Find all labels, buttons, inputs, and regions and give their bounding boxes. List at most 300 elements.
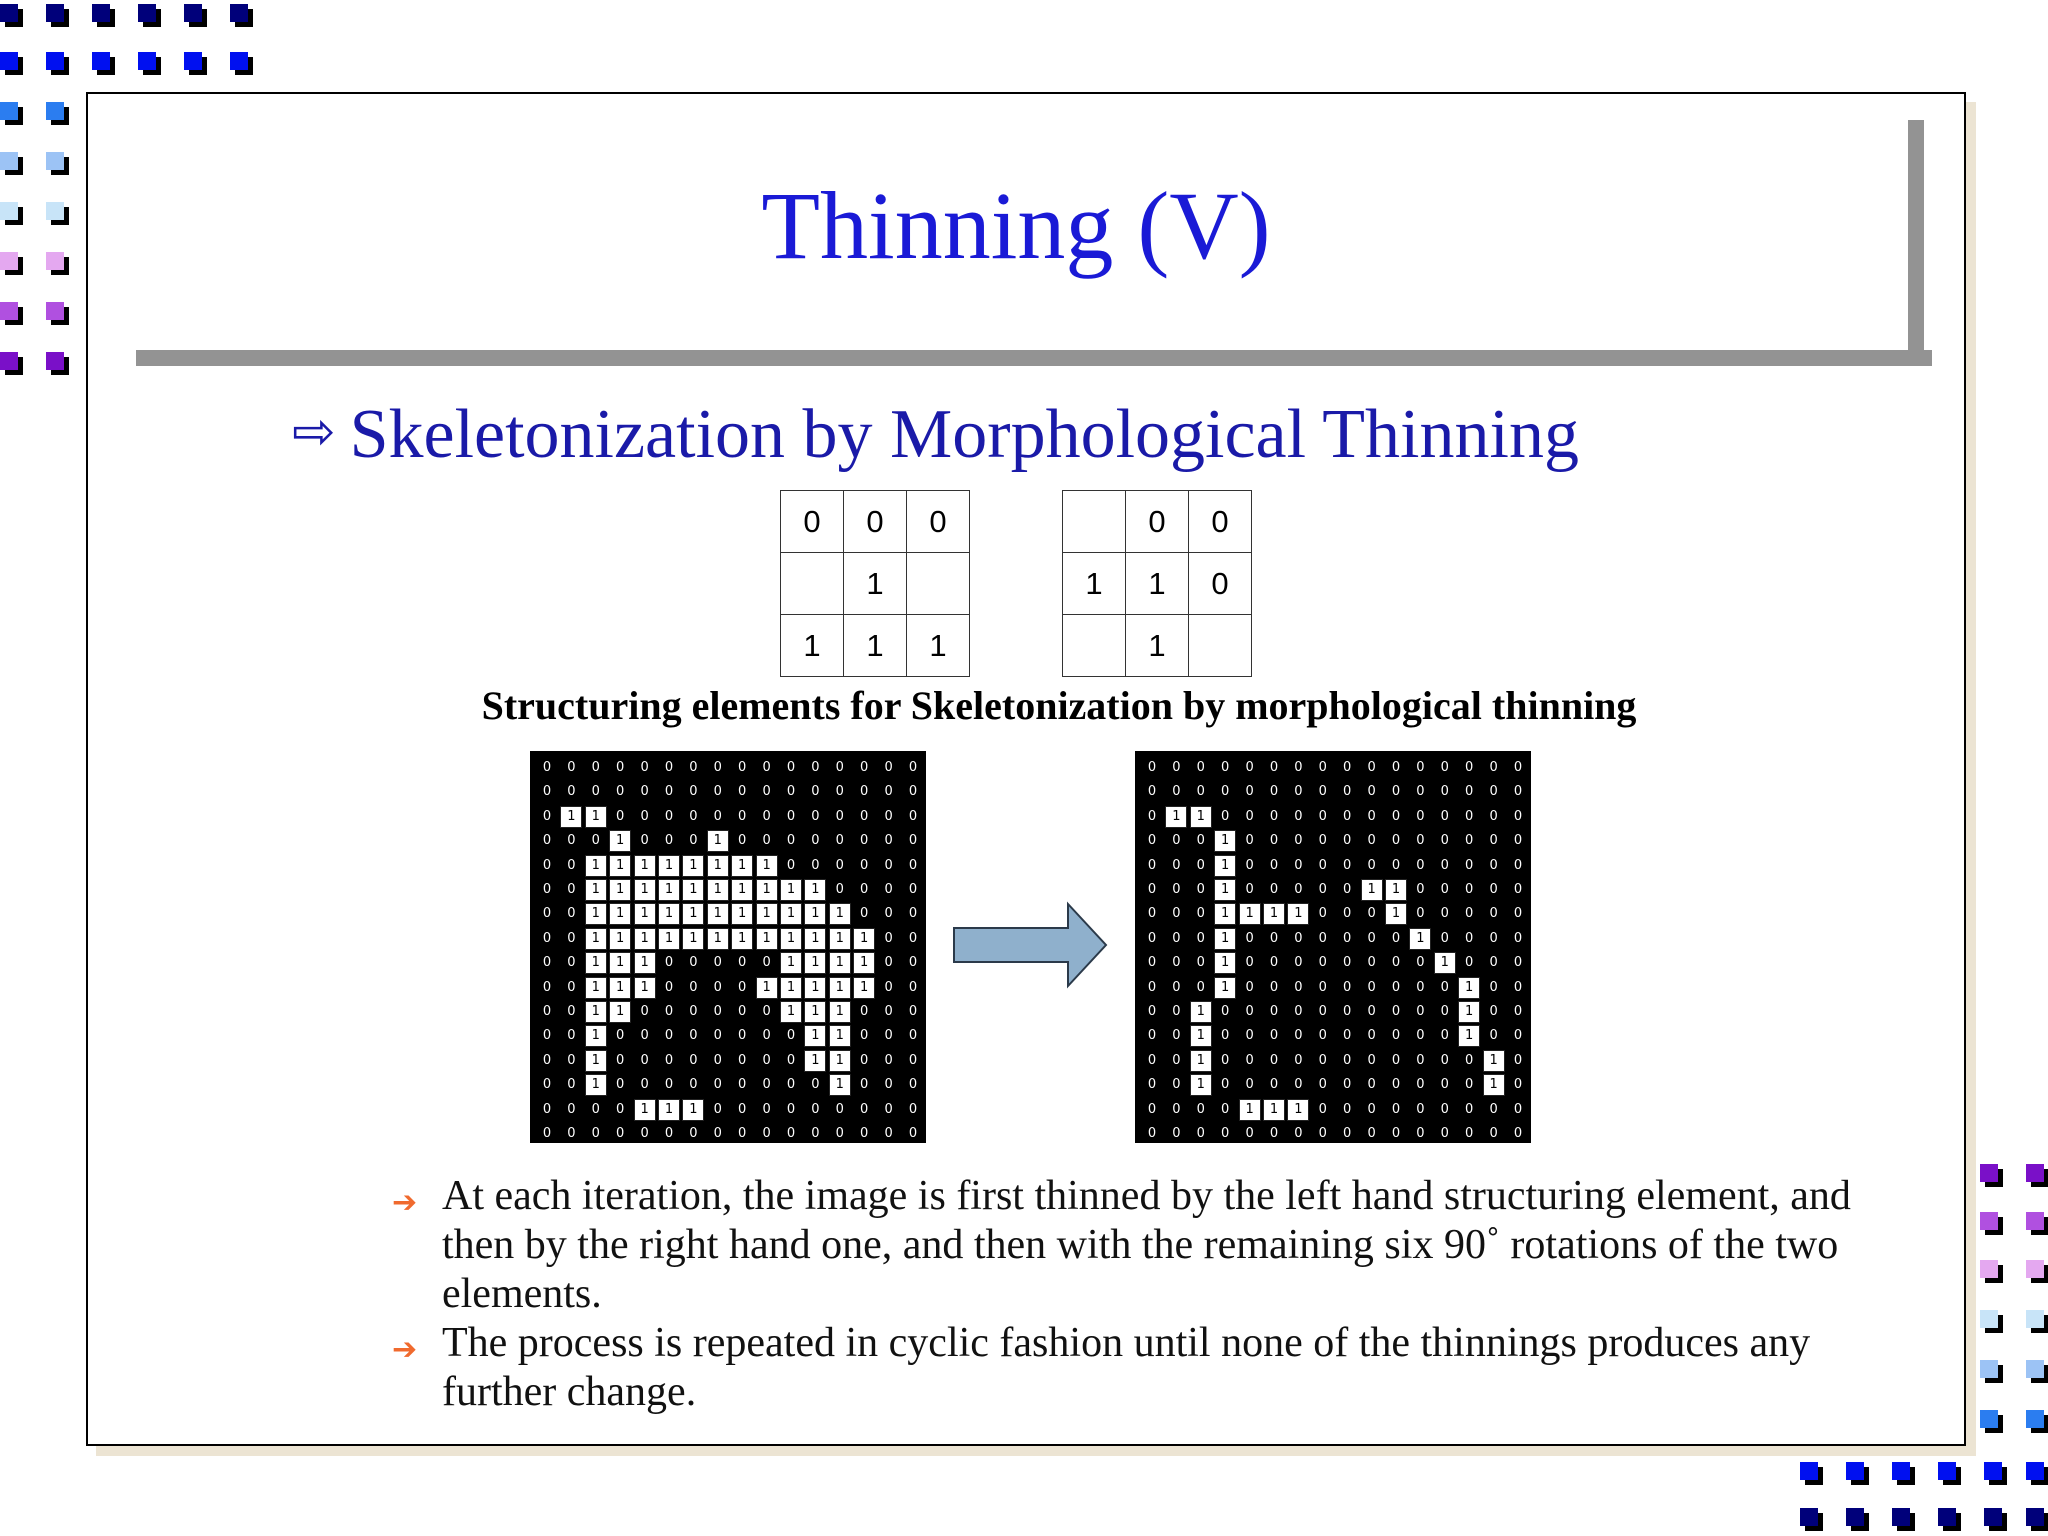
- pixel-zero: 0: [1416, 1004, 1425, 1019]
- pixel-zero: 0: [689, 833, 698, 849]
- pixel-zero: 0: [1367, 760, 1376, 775]
- pixel-one: 1: [609, 879, 631, 901]
- pixel-zero: 0: [1147, 784, 1157, 800]
- se-cell: 1: [781, 615, 844, 677]
- pixel-zero: 0: [1221, 1004, 1230, 1019]
- pixel-zero: 0: [640, 1126, 649, 1141]
- pixel-zero: 0: [1489, 930, 1498, 946]
- pixel-zero: 0: [860, 1028, 869, 1044]
- right-arrow-icon: [950, 900, 1112, 990]
- pixel-zero: 0: [689, 1004, 698, 1019]
- pixel-zero: 0: [860, 760, 869, 775]
- pixel-one: 1: [829, 977, 851, 999]
- pixel-zero: 0: [640, 760, 649, 775]
- pixel-zero: 0: [1245, 882, 1254, 897]
- pixel-zero: 0: [738, 1004, 747, 1019]
- pixel-zero: 0: [1489, 760, 1498, 775]
- pixel-one: 1: [731, 879, 753, 901]
- pixel-zero: 0: [1489, 882, 1498, 897]
- pixel-zero: 0: [1343, 857, 1352, 873]
- se-cell: [1063, 491, 1126, 553]
- pixel-zero: 0: [786, 808, 796, 824]
- pixel-one: 1: [634, 928, 656, 950]
- pixel-zero: 0: [1416, 784, 1425, 800]
- pixel-zero: 0: [1416, 857, 1425, 873]
- pixel-zero: 0: [591, 1126, 600, 1141]
- pixel-zero: 0: [1294, 1052, 1303, 1068]
- pixel-zero: 0: [542, 1101, 552, 1117]
- pixel-zero: 0: [1147, 882, 1157, 897]
- pixel-zero: 0: [1465, 930, 1474, 946]
- pixel-zero: 0: [1294, 882, 1303, 897]
- pixel-zero: 0: [1391, 1101, 1401, 1117]
- pixel-one: 1: [707, 830, 729, 852]
- pixel-zero: 0: [1343, 1028, 1352, 1044]
- pixel-zero: 0: [713, 955, 722, 971]
- pixel-zero: 0: [1465, 760, 1474, 775]
- pixel-zero: 0: [762, 1052, 771, 1068]
- pixel-zero: 0: [1172, 955, 1181, 971]
- pixel-one: 1: [707, 903, 729, 925]
- pixel-zero: 0: [689, 1028, 698, 1044]
- pixel-zero: 0: [664, 760, 674, 775]
- structuring-elements-caption: Structuring elements for Skeletonization by morphological thinning: [481, 683, 1637, 728]
- pixel-one: 1: [634, 1099, 656, 1121]
- pixel-zero: 0: [811, 1077, 820, 1093]
- se-cell: 1: [1126, 615, 1189, 677]
- se-cell: 0: [907, 491, 970, 553]
- pixel-one: 1: [634, 855, 656, 877]
- pixel-zero: 0: [1196, 906, 1205, 922]
- pixel-zero: 0: [1391, 760, 1401, 775]
- pixel-zero: 0: [1416, 1052, 1425, 1068]
- se-cell: 1: [844, 615, 907, 677]
- pixel-zero: 0: [1343, 1052, 1352, 1068]
- pixel-zero: 0: [567, 784, 576, 800]
- se-row: [781, 615, 970, 677]
- pixel-zero: 0: [762, 955, 771, 971]
- pixel-zero: 0: [689, 808, 698, 824]
- pixel-zero: 0: [1221, 1077, 1230, 1093]
- pixel-zero: 0: [1245, 808, 1254, 824]
- pixel-zero: 0: [1294, 784, 1303, 800]
- pixel-zero: 0: [762, 1028, 771, 1044]
- pixel-zero: 0: [762, 1077, 771, 1093]
- pixel-zero: 0: [542, 955, 552, 971]
- pixel-zero: 0: [1172, 930, 1181, 946]
- pixel-zero: 0: [908, 1077, 918, 1093]
- pixel-zero: 0: [1367, 1052, 1376, 1068]
- se-row: [1063, 615, 1252, 677]
- pixel-zero: 0: [1513, 784, 1523, 800]
- pixel-zero: 0: [664, 1126, 674, 1141]
- pixel-one: 1: [1190, 1050, 1212, 1072]
- se-cell: 0: [1189, 491, 1252, 553]
- pixel-zero: 0: [1343, 1077, 1352, 1093]
- pixel-zero: 0: [1172, 882, 1181, 897]
- structuring-element-left: [780, 490, 970, 677]
- pixel-zero: 0: [1147, 1028, 1157, 1044]
- pixel-zero: 0: [762, 760, 771, 775]
- pixel-zero: 0: [1367, 979, 1376, 995]
- pixel-one: 1: [804, 952, 826, 974]
- hollow-right-arrow-icon: ⇨: [292, 402, 336, 462]
- pixel-zero: 0: [1294, 1126, 1303, 1141]
- pixel-zero: 0: [1147, 906, 1157, 922]
- pixel-zero: 0: [664, 1077, 674, 1093]
- pixel-zero: 0: [542, 833, 552, 849]
- pixel-one: 1: [609, 855, 631, 877]
- pixel-zero: 0: [908, 808, 918, 824]
- pixel-zero: 0: [1416, 906, 1425, 922]
- pixel-zero: 0: [860, 808, 869, 824]
- pixel-zero: 0: [1367, 1004, 1376, 1019]
- pixel-zero: 0: [738, 1077, 747, 1093]
- pixel-one: 1: [780, 977, 802, 999]
- pixel-zero: 0: [1343, 882, 1352, 897]
- pixel-zero: 0: [762, 833, 771, 849]
- pixel-zero: 0: [713, 1004, 722, 1019]
- pixel-one: 1: [658, 903, 680, 925]
- pixel-zero: 0: [689, 1126, 698, 1141]
- pixel-zero: 0: [567, 930, 576, 946]
- pixel-zero: 0: [1294, 1077, 1303, 1093]
- pixel-one: 1: [829, 1074, 851, 1096]
- pixel-zero: 0: [1196, 882, 1205, 897]
- orange-arrow-bullet-icon: ➔: [392, 1185, 418, 1220]
- pixel-one: 1: [829, 928, 851, 950]
- pixel-zero: 0: [567, 1028, 576, 1044]
- pixel-zero: 0: [1367, 1077, 1376, 1093]
- pixel-zero: 0: [811, 760, 820, 775]
- pixel-zero: 0: [1367, 808, 1376, 824]
- pixel-one: 1: [609, 903, 631, 925]
- pixel-zero: 0: [884, 1052, 893, 1068]
- pixel-zero: 0: [1172, 1101, 1181, 1117]
- pixel-zero: 0: [1343, 906, 1352, 922]
- pixel-zero: 0: [1172, 906, 1181, 922]
- pixel-zero: 0: [884, 760, 893, 775]
- pixel-zero: 0: [1221, 784, 1230, 800]
- pixel-zero: 0: [1147, 808, 1157, 824]
- pixel-one: 1: [804, 1050, 826, 1072]
- pixel-zero: 0: [1269, 784, 1279, 800]
- pixel-zero: 0: [591, 784, 600, 800]
- pixel-zero: 0: [616, 1101, 625, 1117]
- structuring-element-right: [1062, 490, 1252, 677]
- bullet-text: The process is repeated in cyclic fashion until none of the thinnings produces any further change.: [442, 1320, 1811, 1415]
- pixel-zero: 0: [1440, 1126, 1449, 1141]
- pixel-zero: 0: [664, 1052, 674, 1068]
- pixel-zero: 0: [908, 760, 918, 775]
- pixel-zero: 0: [1513, 882, 1523, 897]
- pixel-zero: 0: [1416, 833, 1425, 849]
- pixel-one: 1: [707, 928, 729, 950]
- pixel-zero: 0: [1318, 1004, 1327, 1019]
- pixel-zero: 0: [1147, 1126, 1157, 1141]
- se-cell: 0: [844, 491, 907, 553]
- pixel-zero: 0: [1269, 955, 1279, 971]
- orange-arrow-bullet-icon: ➔: [392, 1332, 418, 1367]
- pixel-zero: 0: [1513, 979, 1523, 995]
- pixel-one: 1: [756, 977, 778, 999]
- pixel-zero: 0: [1172, 760, 1181, 775]
- pixel-zero: 0: [1489, 784, 1498, 800]
- pixel-zero: 0: [1489, 1126, 1498, 1141]
- pixel-zero: 0: [616, 1052, 625, 1068]
- pixel-zero: 0: [1172, 1028, 1181, 1044]
- se-cell: [781, 553, 844, 615]
- pixel-zero: 0: [1343, 979, 1352, 995]
- pixel-zero: 0: [1343, 955, 1352, 971]
- pixel-zero: 0: [1489, 979, 1498, 995]
- pixel-zero: 0: [640, 1004, 649, 1019]
- pixel-zero: 0: [1269, 1052, 1279, 1068]
- pixel-zero: 0: [1269, 808, 1279, 824]
- pixel-zero: 0: [835, 833, 844, 849]
- pixel-one: 1: [1361, 879, 1383, 901]
- pixel-zero: 0: [738, 760, 747, 775]
- binary-image-before: [530, 751, 926, 1143]
- pixel-one: 1: [780, 1001, 802, 1023]
- pixel-zero: 0: [908, 1126, 918, 1141]
- pixel-zero: 0: [1245, 955, 1254, 971]
- pixel-zero: 0: [1416, 760, 1425, 775]
- pixel-zero: 0: [1367, 784, 1376, 800]
- pixel-one: 1: [585, 903, 607, 925]
- pixel-zero: 0: [811, 857, 820, 873]
- pixel-zero: 0: [1196, 1126, 1205, 1141]
- pixel-zero: 0: [1245, 1052, 1254, 1068]
- pixel-one: 1: [1458, 1025, 1480, 1047]
- pixel-zero: 0: [1440, 1028, 1449, 1044]
- pixel-one: 1: [1458, 1001, 1480, 1023]
- pixel-zero: 0: [542, 1077, 552, 1093]
- pixel-zero: 0: [542, 882, 552, 897]
- pixel-zero: 0: [664, 1004, 674, 1019]
- pixel-zero: 0: [713, 1077, 722, 1093]
- pixel-zero: 0: [689, 784, 698, 800]
- pixel-zero: 0: [1245, 1028, 1254, 1044]
- pixel-zero: 0: [1196, 979, 1205, 995]
- pixel-zero: 0: [1489, 833, 1498, 849]
- subtitle: [292, 396, 1579, 473]
- pixel-one: 1: [634, 977, 656, 999]
- pixel-zero: 0: [738, 1101, 747, 1117]
- pixel-one: 1: [585, 928, 607, 950]
- pixel-zero: 0: [1147, 1004, 1157, 1019]
- pixel-zero: 0: [860, 833, 869, 849]
- pixel-one: 1: [780, 928, 802, 950]
- pixel-zero: 0: [1221, 1052, 1230, 1068]
- pixel-zero: 0: [1172, 1077, 1181, 1093]
- pixel-zero: 0: [1343, 1126, 1352, 1141]
- pixel-zero: 0: [738, 833, 747, 849]
- pixel-zero: 0: [664, 979, 674, 995]
- pixel-zero: 0: [1513, 906, 1523, 922]
- pixel-zero: 0: [1513, 760, 1523, 775]
- pixel-zero: 0: [1221, 760, 1230, 775]
- se-cell: [1063, 615, 1126, 677]
- pixel-zero: 0: [908, 1028, 918, 1044]
- pixel-zero: 0: [1318, 833, 1327, 849]
- pixel-zero: 0: [1440, 930, 1449, 946]
- pixel-zero: 0: [1440, 1052, 1449, 1068]
- pixel-zero: 0: [1221, 808, 1230, 824]
- pixel-one: 1: [780, 903, 802, 925]
- pixel-zero: 0: [762, 1126, 771, 1141]
- pixel-zero: 0: [786, 1101, 796, 1117]
- pixel-zero: 0: [1147, 833, 1157, 849]
- pixel-zero: 0: [713, 1052, 722, 1068]
- pixel-zero: 0: [908, 1004, 918, 1019]
- se-row: [1063, 553, 1252, 615]
- pixel-zero: 0: [835, 1101, 844, 1117]
- pixel-zero: 0: [1294, 930, 1303, 946]
- pixel-zero: 0: [1318, 1028, 1327, 1044]
- pixel-zero: 0: [1367, 906, 1376, 922]
- pixel-zero: 0: [713, 1126, 722, 1141]
- pixel-zero: 0: [1391, 1052, 1401, 1068]
- pixel-one: 1: [634, 903, 656, 925]
- pixel-zero: 0: [664, 784, 674, 800]
- pixel-zero: 0: [786, 1028, 796, 1044]
- pixel-zero: 0: [1245, 1126, 1254, 1141]
- pixel-zero: 0: [1465, 882, 1474, 897]
- pixel-zero: 0: [1294, 760, 1303, 775]
- pixel-one: 1: [1214, 952, 1236, 974]
- pixel-zero: 0: [1416, 808, 1425, 824]
- pixel-zero: 0: [1294, 857, 1303, 873]
- pixel-zero: 0: [762, 808, 771, 824]
- pixel-zero: 0: [1318, 906, 1327, 922]
- pixel-zero: 0: [811, 1101, 820, 1117]
- pixel-zero: 0: [884, 955, 893, 971]
- bullet-item: [386, 1172, 1886, 1319]
- bullet-item: [386, 1319, 1886, 1417]
- pixel-one: 1: [609, 928, 631, 950]
- pixel-zero: 0: [1294, 1004, 1303, 1019]
- pixel-zero: 0: [689, 979, 698, 995]
- pixel-zero: 0: [1440, 833, 1449, 849]
- pixel-zero: 0: [884, 979, 893, 995]
- pixel-zero: 0: [738, 1028, 747, 1044]
- pixel-zero: 0: [860, 1126, 869, 1141]
- pixel-zero: 0: [1245, 760, 1254, 775]
- pixel-zero: 0: [835, 760, 844, 775]
- pixel-zero: 0: [908, 833, 918, 849]
- pixel-zero: 0: [1196, 857, 1205, 873]
- title-shadow-right: [1908, 120, 1924, 360]
- pixel-zero: 0: [1391, 833, 1401, 849]
- pixel-zero: 0: [1245, 979, 1254, 995]
- se-cell: 1: [1063, 553, 1126, 615]
- pixel-one: 1: [609, 977, 631, 999]
- pixel-zero: 0: [1367, 857, 1376, 873]
- pixel-one: 1: [707, 879, 729, 901]
- pixel-zero: 0: [591, 1101, 600, 1117]
- pixel-zero: 0: [616, 760, 625, 775]
- pixel-zero: 0: [786, 833, 796, 849]
- pixel-zero: 0: [1196, 784, 1205, 800]
- pixel-zero: 0: [1465, 1052, 1474, 1068]
- pixel-one: 1: [682, 879, 704, 901]
- pixel-zero: 0: [1343, 784, 1352, 800]
- pixel-zero: 0: [835, 1126, 844, 1141]
- bullet-list: [386, 1172, 1886, 1417]
- se-cell: 1: [844, 553, 907, 615]
- pixel-zero: 0: [1318, 784, 1327, 800]
- pixel-zero: 0: [689, 760, 698, 775]
- pixel-zero: 0: [908, 979, 918, 995]
- pixel-one: 1: [804, 977, 826, 999]
- pixel-zero: 0: [567, 833, 576, 849]
- pixel-zero: 0: [713, 784, 722, 800]
- pixel-zero: 0: [1489, 1004, 1498, 1019]
- pixel-one: 1: [707, 855, 729, 877]
- pixel-zero: 0: [1294, 979, 1303, 995]
- pixel-zero: 0: [1391, 857, 1401, 873]
- pixel-one: 1: [1214, 879, 1236, 901]
- pixel-zero: 0: [1513, 1004, 1523, 1019]
- pixel-one: 1: [682, 855, 704, 877]
- pixel-one: 1: [731, 928, 753, 950]
- pixel-zero: 0: [1489, 955, 1498, 971]
- pixel-one: 1: [1214, 977, 1236, 999]
- pixel-zero: 0: [567, 882, 576, 897]
- pixel-zero: 0: [860, 784, 869, 800]
- se-cell: 0: [1126, 491, 1189, 553]
- pixel-one: 1: [658, 855, 680, 877]
- pixel-one: 1: [1190, 806, 1212, 828]
- pixel-zero: 0: [1465, 784, 1474, 800]
- pixel-zero: 0: [1172, 979, 1181, 995]
- pixel-one: 1: [1190, 1001, 1212, 1023]
- pixel-one: 1: [756, 928, 778, 950]
- pixel-zero: 0: [860, 1101, 869, 1117]
- pixel-zero: 0: [1172, 833, 1181, 849]
- pixel-zero: 0: [640, 1028, 649, 1044]
- pixel-zero: 0: [1489, 1101, 1498, 1117]
- pixel-zero: 0: [1513, 833, 1523, 849]
- pixel-zero: 0: [1440, 808, 1449, 824]
- pixel-zero: 0: [884, 1077, 893, 1093]
- pixel-one: 1: [560, 806, 582, 828]
- pixel-zero: 0: [811, 833, 820, 849]
- pixel-zero: 0: [664, 955, 674, 971]
- pixel-zero: 0: [1294, 1028, 1303, 1044]
- pixel-zero: 0: [1294, 808, 1303, 824]
- pixel-zero: 0: [1221, 1101, 1230, 1117]
- pixel-zero: 0: [542, 760, 552, 775]
- pixel-zero: 0: [1318, 955, 1327, 971]
- pixel-zero: 0: [640, 808, 649, 824]
- pixel-zero: 0: [1440, 1004, 1449, 1019]
- pixel-zero: 0: [1489, 906, 1498, 922]
- pixel-one: 1: [682, 1099, 704, 1121]
- pixel-one: 1: [682, 903, 704, 925]
- pixel-zero: 0: [1147, 930, 1157, 946]
- pixel-zero: 0: [1245, 930, 1254, 946]
- pixel-zero: 0: [811, 1126, 820, 1141]
- pixel-zero: 0: [689, 1077, 698, 1093]
- pixel-one: 1: [731, 855, 753, 877]
- pixel-one: 1: [853, 928, 875, 950]
- pixel-zero: 0: [1269, 1126, 1279, 1141]
- pixel-zero: 0: [1367, 1101, 1376, 1117]
- pixel-zero: 0: [1343, 808, 1352, 824]
- pixel-zero: 0: [664, 808, 674, 824]
